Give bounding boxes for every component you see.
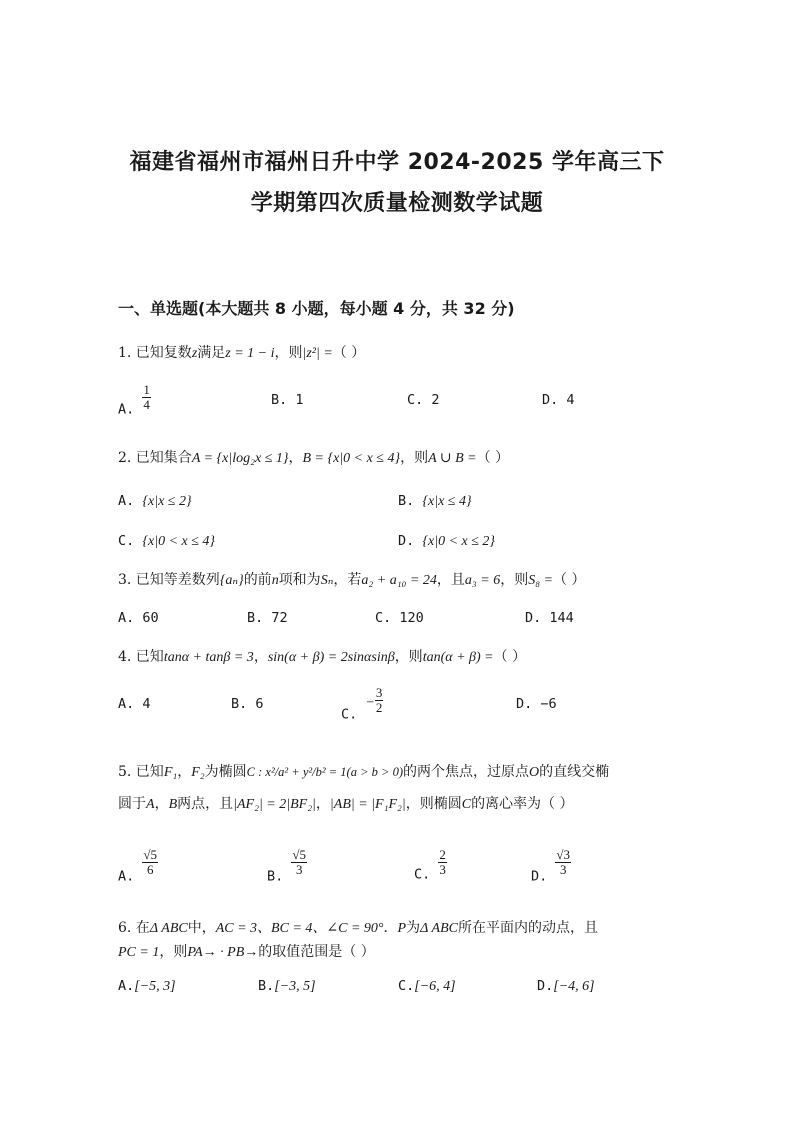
question-3-stem: 3. 已知等差数列{aₙ}的前n项和为Sₙ，若a₂ + a₁₀ = 24，且a₃ = 6，则S₈ =（ ） xyxy=(118,572,586,588)
question-2-stem: 2. 已知集合A = {x|log₂x ≤ 1}，B = {x|0 < x ≤ 4}，则A ∪ B =（ ） xyxy=(118,450,510,466)
question-4-option-c[interactable]: C. − $\frac{3}{2}$ xyxy=(341,685,383,723)
question-1-option-b[interactable]: B. 1 xyxy=(271,392,304,408)
question-3-option-a[interactable]: A. 60 xyxy=(118,610,159,626)
section-heading: 一、单选题(本大题共 8 小题，每小题 4 分，共 32 分) xyxy=(118,299,515,318)
question-1-stem: 1. 已知复数z满足z = 1 − i，则|z²| =（ ） xyxy=(118,345,366,361)
question-4-option-d[interactable]: D. −6 xyxy=(516,696,557,712)
exam-title-line-2: 学期第四次质量检测数学试题 xyxy=(250,191,544,216)
question-1-option-a[interactable]: A. $\frac{1}{4}$ xyxy=(118,382,150,418)
question-6-option-a[interactable]: A.[−5, 3] xyxy=(118,978,176,994)
question-4-option-a[interactable]: A. 4 xyxy=(118,696,151,712)
question-5-stem-line-1: 5. 已知F₁，F₂为椭圆C : x²/a² + y²/b² = 1(a > b > 0)的两个焦点，过原点O的直线交椭 xyxy=(118,764,610,780)
exam-title-line-1: 福建省福州市福州日升中学 2024-2025 学年高三下 xyxy=(129,150,665,175)
question-6-option-c[interactable]: C.[−6, 4] xyxy=(398,978,456,994)
question-4-stem: 4. 已知tanα + tanβ = 3，sin(α + β) = 2sinαsinβ，则tan(α + β) =（ ） xyxy=(118,649,527,665)
question-6-option-d[interactable]: D.[−4, 6] xyxy=(537,978,595,994)
question-4-option-b[interactable]: B. 6 xyxy=(231,696,264,712)
fraction: $\frac{√5}{6}$ xyxy=(143,847,158,877)
question-2-option-a[interactable]: A. {x|x ≤ 2} xyxy=(118,493,192,509)
fraction: $\frac{√5}{3}$ xyxy=(292,847,307,877)
fraction: $\frac{1}{4}$ xyxy=(143,382,150,412)
question-3-option-b[interactable]: B. 72 xyxy=(247,610,288,626)
question-6-stem-line-2: PC = 1，则PA→ · PB→的取值范围是（ ） xyxy=(118,944,375,960)
question-5-option-c[interactable]: C. $\frac{2}{3}$ xyxy=(414,847,446,883)
question-1-option-d[interactable]: D. 4 xyxy=(542,392,575,408)
question-5-stem-line-2: 圆于A，B两点，且|AF₂| = 2|BF₂|，|AB| = |F₁F₂|，则椭圆C的离心率为（ ） xyxy=(118,796,574,812)
question-5-option-d[interactable]: D. $\frac{√3}{3}$ xyxy=(531,847,571,885)
question-6-stem-line-1: 6. 在Δ ABC中，AC = 3、BC = 4、∠C = 90°．P为Δ ABC所在平面内的动点，且 xyxy=(118,920,598,936)
question-2-option-b[interactable]: B. {x|x ≤ 4} xyxy=(398,493,472,509)
fraction: $\frac{√3}{3}$ xyxy=(556,847,571,877)
question-3-option-c[interactable]: C. 120 xyxy=(375,610,424,626)
question-5-option-a[interactable]: A. $\frac{√5}{6}$ xyxy=(118,847,158,885)
question-6-option-b[interactable]: B.[−3, 5] xyxy=(258,978,316,994)
question-2-option-c[interactable]: C. {x|0 < x ≤ 4} xyxy=(118,533,216,549)
fraction: $\frac{2}{3}$ xyxy=(439,847,446,877)
question-2-option-d[interactable]: D. {x|0 < x ≤ 2} xyxy=(398,533,496,549)
fraction: $\frac{3}{2}$ xyxy=(375,685,383,715)
question-1-option-c[interactable]: C. 2 xyxy=(407,392,440,408)
question-3-option-d[interactable]: D. 144 xyxy=(525,610,574,626)
question-5-option-b[interactable]: B. $\frac{√5}{3}$ xyxy=(267,847,307,885)
